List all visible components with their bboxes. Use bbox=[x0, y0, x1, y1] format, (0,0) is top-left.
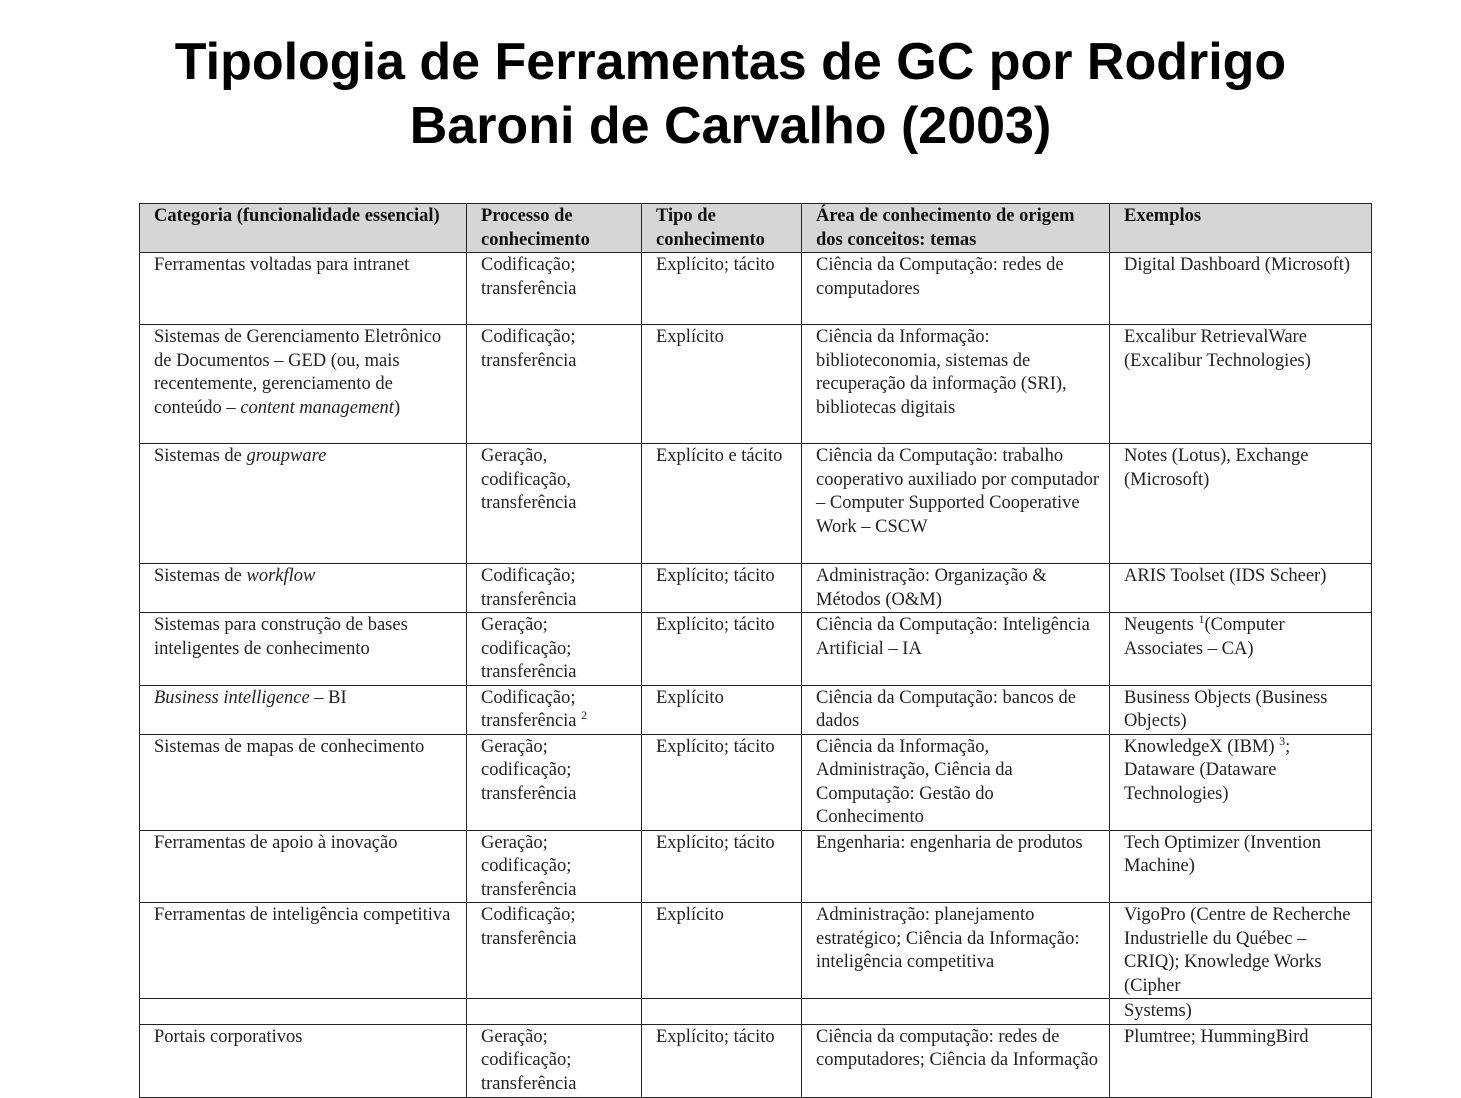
cell-exemplos: Notes (Lotus), Exchange (Microsoft) bbox=[1110, 444, 1372, 564]
categoria-italic: content management bbox=[240, 397, 394, 418]
slide-title bbox=[0, 30, 1461, 158]
table-row bbox=[140, 903, 1372, 999]
cell-area: Ciência da computação: redes de computadores; Ciência da Informação bbox=[802, 1024, 1110, 1097]
categoria-italic: workflow bbox=[246, 566, 316, 586]
table-row-continuation bbox=[140, 999, 1372, 1025]
cell-empty bbox=[802, 999, 1110, 1025]
cell-exemplos bbox=[1110, 613, 1372, 686]
header-exemplos: Exemplos bbox=[1110, 204, 1372, 253]
cell-exemplos: Excalibur RetrievalWare (Excalibur Technologies) bbox=[1110, 325, 1372, 444]
categoria-text: Sistemas de Gerenciamento Eletrônico de Documentos – GED (ou, mais recentemente, gerenciamento de conteúdo – bbox=[154, 327, 442, 418]
footnote-mark: 2 bbox=[581, 707, 588, 722]
cell-categoria: Portais corporativos bbox=[140, 1024, 467, 1097]
exemplos-rest: (Computer Associates – CA) bbox=[1124, 615, 1285, 659]
cell-processo: Codificação; transferência bbox=[467, 325, 642, 444]
cell-processo: Codificação; transferência bbox=[467, 253, 642, 325]
cell-area: Ciência da Computação: bancos de dados bbox=[802, 685, 1110, 734]
title-line-1: Tipologia de Ferramentas de GC por Rodrigo bbox=[174, 33, 1287, 91]
cell-tipo: Explícito; tácito bbox=[642, 1024, 802, 1097]
cell-categoria: Ferramentas de apoio à inovação bbox=[140, 830, 467, 903]
cell-area: Administração: Organização & Métodos (O&M) bbox=[802, 564, 1110, 613]
cell-tipo: Explícito bbox=[642, 685, 802, 734]
table-row bbox=[140, 325, 1372, 444]
cell-categoria: Sistemas para construção de bases inteligentes de conhecimento bbox=[140, 613, 467, 686]
cell-exemplos: VigoPro (Centre de Recherche Industrielle du Québec – CRIQ); Knowledge Works (Cipher bbox=[1110, 903, 1372, 999]
cell-exemplos: Plumtree; HummingBird bbox=[1110, 1024, 1372, 1097]
header-area: Área de conhecimento de origem dos conceitos: temas bbox=[802, 204, 1110, 253]
cell-tipo: Explícito; tácito bbox=[642, 734, 802, 830]
exemplos-text: KnowledgeX (IBM) bbox=[1124, 736, 1275, 757]
cell-area: Ciência da Computação: Inteligência Artificial – IA bbox=[802, 613, 1110, 686]
cell-processo: Codificação; transferência bbox=[467, 903, 642, 999]
table-row bbox=[140, 444, 1372, 564]
cell-empty bbox=[642, 999, 802, 1025]
categoria-italic: Business intelligence bbox=[154, 687, 310, 708]
header-categoria: Categoria (funcionalidade essencial) bbox=[140, 204, 467, 253]
table-row bbox=[140, 564, 1372, 613]
header-processo: Processo de conhecimento bbox=[467, 204, 642, 253]
table-row bbox=[140, 734, 1372, 830]
cell-empty bbox=[467, 999, 642, 1025]
cell-area: Administração: planejamento estratégico; Ciência da Informação: inteligência competitiva bbox=[802, 903, 1110, 999]
cell-tipo: Explícito bbox=[642, 903, 802, 999]
categoria-text: – BI bbox=[309, 687, 347, 708]
cell-tipo: Explícito; tácito bbox=[642, 830, 802, 903]
cell-categoria: Ferramentas voltadas para intranet bbox=[140, 253, 467, 325]
cell-categoria: Ferramentas de inteligência competitiva bbox=[140, 903, 467, 999]
cell-tipo: Explícito; tácito bbox=[642, 613, 802, 686]
categoria-italic: groupware bbox=[246, 446, 327, 466]
cell-exemplos: Digital Dashboard (Microsoft) bbox=[1110, 253, 1372, 325]
cell-exemplos: ARIS Toolset (IDS Scheer) bbox=[1110, 564, 1372, 613]
table-row bbox=[140, 685, 1372, 734]
cell-processo: Geração; codificação; transferência bbox=[467, 830, 642, 903]
cell-processo: Codificação; transferência bbox=[467, 564, 642, 613]
cell-tipo: Explícito; tácito bbox=[642, 253, 802, 325]
footnote-mark: 3 bbox=[1279, 734, 1286, 748]
cell-exemplos-continuation: Systems) bbox=[1110, 999, 1372, 1025]
cell-processo: Geração; codificação; transferência bbox=[467, 613, 642, 686]
cell-tipo: Explícito; tácito bbox=[642, 564, 802, 613]
table-row bbox=[140, 613, 1372, 686]
cell-processo: Geração; codificação; transferência bbox=[467, 1024, 642, 1097]
cell-exemplos: Tech Optimizer (Invention Machine) bbox=[1110, 830, 1372, 903]
gc-tools-table bbox=[139, 203, 1372, 1098]
cell-tipo: Explícito e tácito bbox=[642, 444, 802, 564]
categoria-text: Sistemas de bbox=[154, 446, 242, 466]
cell-area: Engenharia: engenharia de produtos bbox=[802, 830, 1110, 903]
cell-processo: Geração; codificação; transferência bbox=[467, 734, 642, 830]
footnote-mark: 1 bbox=[1198, 612, 1205, 626]
table-header-row bbox=[140, 204, 1372, 253]
processo-text: Codificação; transferência bbox=[481, 687, 577, 731]
cell-exemplos: Business Objects (Business Objects) bbox=[1110, 685, 1372, 734]
cell-empty bbox=[140, 999, 467, 1025]
categoria-close: ) bbox=[393, 397, 401, 418]
cell-categoria: Sistemas de mapas de conhecimento bbox=[140, 734, 467, 830]
categoria-text: Sistemas de bbox=[154, 566, 242, 586]
table-row bbox=[140, 1024, 1372, 1097]
cell-categoria bbox=[140, 325, 467, 444]
cell-processo: Geração, codificação, transferência bbox=[467, 444, 642, 564]
header-tipo: Tipo de conhecimento bbox=[642, 204, 802, 253]
exemplos-rest: ; Dataware (Dataware Technologies) bbox=[1124, 736, 1291, 804]
cell-tipo: Explícito bbox=[642, 325, 802, 444]
exemplos-text: Neugents bbox=[1124, 615, 1194, 635]
cell-area: Ciência da Computação: trabalho cooperativo auxiliado por computador – Computer Supported Cooperative Work – CSCW bbox=[802, 444, 1110, 564]
cell-categoria bbox=[140, 564, 467, 613]
title-line-2: Baroni de Carvalho (2003) bbox=[409, 97, 1052, 155]
table-row bbox=[140, 253, 1372, 325]
cell-area: Ciência da Computação: redes de computadores bbox=[802, 253, 1110, 325]
cell-processo bbox=[467, 685, 642, 734]
cell-area: Ciência da Informação, Administração, Ciência da Computação: Gestão do Conhecimento bbox=[802, 734, 1110, 830]
cell-categoria bbox=[140, 444, 467, 564]
cell-area: Ciência da Informação: biblioteconomia, sistemas de recuperação da informação (SRI), bibliotecas digitais bbox=[802, 325, 1110, 444]
cell-categoria bbox=[140, 685, 467, 734]
cell-exemplos bbox=[1110, 734, 1372, 830]
table-row bbox=[140, 830, 1372, 903]
